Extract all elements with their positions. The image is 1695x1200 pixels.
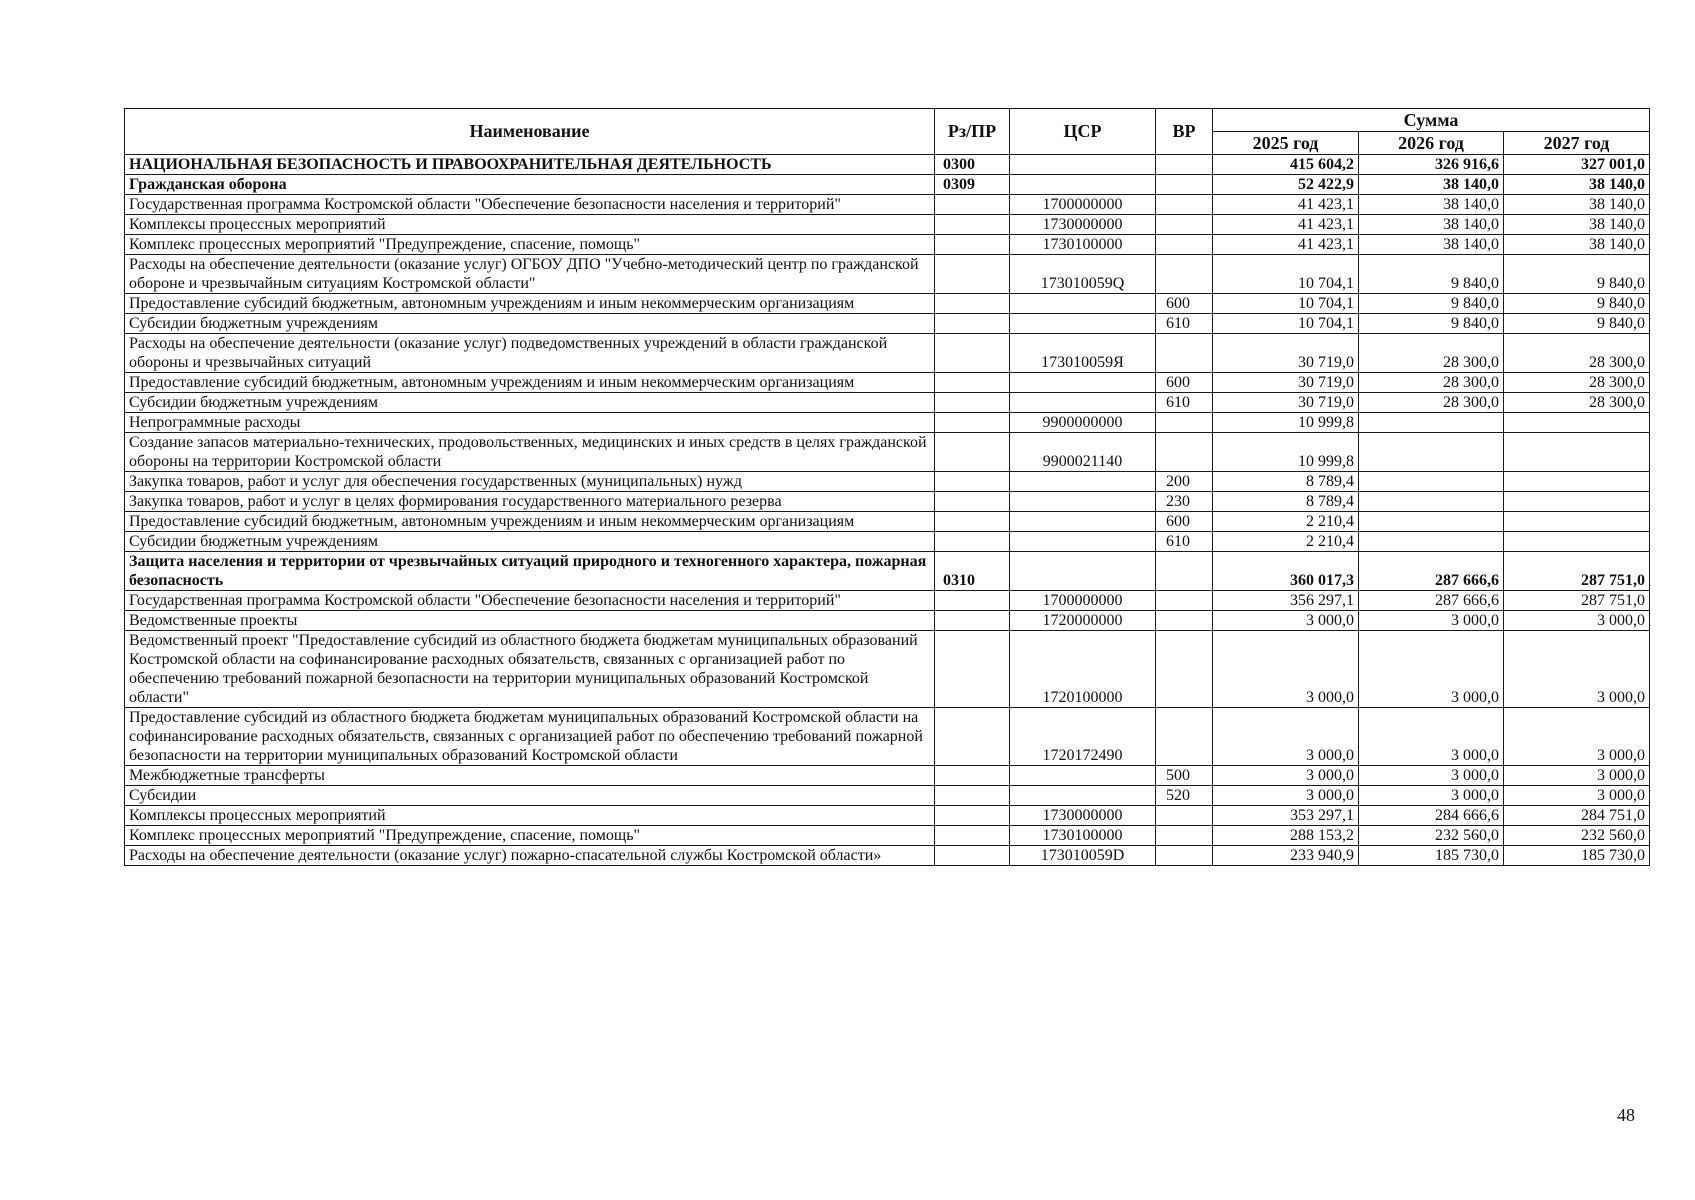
cell-csr bbox=[1010, 314, 1156, 334]
cell-y2027 bbox=[1504, 413, 1650, 433]
cell-y2025: 3 000,0 bbox=[1213, 611, 1359, 631]
cell-csr bbox=[1010, 492, 1156, 512]
cell-name: Расходы на обеспечение деятельности (оказание услуг) подведомственных учреждений в области гражданской обороны и чрезвычайных ситуаций bbox=[125, 334, 935, 373]
cell-y2025: 3 000,0 bbox=[1213, 766, 1359, 786]
col-header-csr: ЦСР bbox=[1010, 109, 1156, 155]
cell-name: Создание запасов материально-технических, продовольственных, медицинских и иных средств в целях гражданской обороны на территории Костромской области bbox=[125, 433, 935, 472]
cell-rz bbox=[935, 532, 1010, 552]
cell-vr bbox=[1156, 235, 1213, 255]
cell-y2025: 30 719,0 bbox=[1213, 373, 1359, 393]
cell-csr: 173010059Q bbox=[1010, 255, 1156, 294]
cell-vr bbox=[1156, 334, 1213, 373]
cell-rz bbox=[935, 314, 1010, 334]
cell-y2027: 185 730,0 bbox=[1504, 846, 1650, 866]
cell-y2027: 3 000,0 bbox=[1504, 786, 1650, 806]
cell-rz bbox=[935, 393, 1010, 413]
cell-csr bbox=[1010, 393, 1156, 413]
cell-vr bbox=[1156, 413, 1213, 433]
cell-y2026 bbox=[1359, 492, 1504, 512]
cell-vr bbox=[1156, 846, 1213, 866]
cell-rz bbox=[935, 512, 1010, 532]
cell-csr: 173010059Я bbox=[1010, 334, 1156, 373]
cell-y2025: 353 297,1 bbox=[1213, 806, 1359, 826]
cell-csr bbox=[1010, 532, 1156, 552]
cell-rz bbox=[935, 195, 1010, 215]
budget-table bbox=[124, 108, 1650, 866]
cell-y2026: 284 666,6 bbox=[1359, 806, 1504, 826]
cell-name: НАЦИОНАЛЬНАЯ БЕЗОПАСНОСТЬ И ПРАВООХРАНИТЕЛЬНАЯ ДЕЯТЕЛЬНОСТЬ bbox=[125, 155, 935, 175]
cell-y2025: 2 210,4 bbox=[1213, 512, 1359, 532]
cell-y2025: 3 000,0 bbox=[1213, 708, 1359, 766]
cell-y2026: 3 000,0 bbox=[1359, 631, 1504, 708]
cell-rz bbox=[935, 846, 1010, 866]
cell-rz: 0310 bbox=[935, 552, 1010, 591]
cell-y2027: 9 840,0 bbox=[1504, 314, 1650, 334]
cell-y2026: 232 560,0 bbox=[1359, 826, 1504, 846]
col-header-vr: ВР bbox=[1156, 109, 1213, 155]
table-row bbox=[125, 846, 1650, 866]
table-row bbox=[125, 314, 1650, 334]
cell-y2027 bbox=[1504, 472, 1650, 492]
cell-rz bbox=[935, 631, 1010, 708]
cell-y2026: 9 840,0 bbox=[1359, 314, 1504, 334]
cell-name: Расходы на обеспечение деятельности (оказание услуг) ОГБОУ ДПО "Учебно-методический центр по гражданской обороне и чрезвычайным ситуациям Костромской области" bbox=[125, 255, 935, 294]
cell-csr: 1730000000 bbox=[1010, 215, 1156, 235]
cell-vr bbox=[1156, 155, 1213, 175]
col-header-2027: 2027 год bbox=[1504, 132, 1650, 155]
cell-csr: 1720100000 bbox=[1010, 631, 1156, 708]
cell-y2025: 10 999,8 bbox=[1213, 433, 1359, 472]
cell-csr: 1730100000 bbox=[1010, 235, 1156, 255]
cell-vr bbox=[1156, 826, 1213, 846]
cell-rz bbox=[935, 708, 1010, 766]
cell-vr: 520 bbox=[1156, 786, 1213, 806]
cell-rz bbox=[935, 766, 1010, 786]
table-row bbox=[125, 708, 1650, 766]
cell-vr bbox=[1156, 631, 1213, 708]
cell-rz bbox=[935, 611, 1010, 631]
cell-vr bbox=[1156, 806, 1213, 826]
cell-y2026: 185 730,0 bbox=[1359, 846, 1504, 866]
cell-csr bbox=[1010, 373, 1156, 393]
table-row bbox=[125, 334, 1650, 373]
cell-y2027: 287 751,0 bbox=[1504, 552, 1650, 591]
cell-csr bbox=[1010, 766, 1156, 786]
cell-name: Ведомственный проект "Предоставление субсидий из областного бюджета бюджетам муниципальных образований Костромской области на софинансирование расходных обязательств, связанных с организацией работ по обеспечению требований пожарной безопасности на территории муниципальных образований Костромской области" bbox=[125, 631, 935, 708]
cell-y2027: 38 140,0 bbox=[1504, 195, 1650, 215]
cell-y2026: 3 000,0 bbox=[1359, 708, 1504, 766]
table-row bbox=[125, 532, 1650, 552]
cell-y2027: 28 300,0 bbox=[1504, 373, 1650, 393]
cell-name: Комплекс процессных мероприятий "Предупреждение, спасение, помощь" bbox=[125, 826, 935, 846]
table-row bbox=[125, 433, 1650, 472]
cell-name: Предоставление субсидий бюджетным, автономным учреждениям и иным некоммерческим организациям bbox=[125, 512, 935, 532]
cell-csr: 9900000000 bbox=[1010, 413, 1156, 433]
cell-csr bbox=[1010, 175, 1156, 195]
table-row bbox=[125, 552, 1650, 591]
cell-rz bbox=[935, 492, 1010, 512]
page-number: 48 bbox=[1617, 1105, 1635, 1125]
cell-y2025: 3 000,0 bbox=[1213, 786, 1359, 806]
cell-name: Закупка товаров, работ и услуг в целях формирования государственного материального резерва bbox=[125, 492, 935, 512]
cell-y2027: 327 001,0 bbox=[1504, 155, 1650, 175]
cell-csr: 9900021140 bbox=[1010, 433, 1156, 472]
cell-vr bbox=[1156, 195, 1213, 215]
cell-rz bbox=[935, 373, 1010, 393]
cell-y2026: 38 140,0 bbox=[1359, 195, 1504, 215]
cell-y2027: 284 751,0 bbox=[1504, 806, 1650, 826]
cell-y2026: 3 000,0 bbox=[1359, 766, 1504, 786]
table-row bbox=[125, 591, 1650, 611]
cell-y2025: 10 704,1 bbox=[1213, 314, 1359, 334]
cell-y2026: 326 916,6 bbox=[1359, 155, 1504, 175]
cell-y2026: 38 140,0 bbox=[1359, 175, 1504, 195]
cell-y2025: 360 017,3 bbox=[1213, 552, 1359, 591]
cell-y2025: 8 789,4 bbox=[1213, 492, 1359, 512]
col-header-2026: 2026 год bbox=[1359, 132, 1504, 155]
col-header-name: Наименование bbox=[125, 109, 935, 155]
cell-y2027: 9 840,0 bbox=[1504, 255, 1650, 294]
cell-vr bbox=[1156, 175, 1213, 195]
cell-y2025: 2 210,4 bbox=[1213, 532, 1359, 552]
cell-name: Предоставление субсидий бюджетным, автономным учреждениям и иным некоммерческим организациям bbox=[125, 294, 935, 314]
cell-vr bbox=[1156, 708, 1213, 766]
cell-name: Ведомственные проекты bbox=[125, 611, 935, 631]
table-row bbox=[125, 155, 1650, 175]
table-body bbox=[125, 155, 1650, 866]
cell-y2025: 41 423,1 bbox=[1213, 215, 1359, 235]
cell-y2025: 415 604,2 bbox=[1213, 155, 1359, 175]
cell-y2026: 9 840,0 bbox=[1359, 255, 1504, 294]
cell-y2026: 28 300,0 bbox=[1359, 334, 1504, 373]
cell-rz: 0300 bbox=[935, 155, 1010, 175]
cell-rz bbox=[935, 235, 1010, 255]
cell-vr bbox=[1156, 611, 1213, 631]
cell-rz: 0309 bbox=[935, 175, 1010, 195]
cell-name: Государственная программа Костромской области "Обеспечение безопасности населения и территорий" bbox=[125, 195, 935, 215]
cell-y2025: 10 704,1 bbox=[1213, 255, 1359, 294]
table-row bbox=[125, 806, 1650, 826]
cell-y2026: 28 300,0 bbox=[1359, 393, 1504, 413]
cell-vr: 500 bbox=[1156, 766, 1213, 786]
cell-csr: 1730100000 bbox=[1010, 826, 1156, 846]
cell-name: Субсидии бюджетным учреждениям bbox=[125, 393, 935, 413]
cell-name: Комплекс процессных мероприятий "Предупреждение, спасение, помощь" bbox=[125, 235, 935, 255]
cell-y2027: 38 140,0 bbox=[1504, 215, 1650, 235]
cell-y2027: 287 751,0 bbox=[1504, 591, 1650, 611]
cell-y2025: 52 422,9 bbox=[1213, 175, 1359, 195]
cell-rz bbox=[935, 786, 1010, 806]
cell-rz bbox=[935, 806, 1010, 826]
cell-y2027: 3 000,0 bbox=[1504, 766, 1650, 786]
cell-csr bbox=[1010, 786, 1156, 806]
table-row bbox=[125, 255, 1650, 294]
table-row bbox=[125, 393, 1650, 413]
cell-name: Субсидии bbox=[125, 786, 935, 806]
cell-y2026 bbox=[1359, 433, 1504, 472]
cell-y2026: 38 140,0 bbox=[1359, 235, 1504, 255]
table-header bbox=[125, 109, 1650, 155]
table-row bbox=[125, 413, 1650, 433]
cell-csr bbox=[1010, 512, 1156, 532]
cell-vr: 610 bbox=[1156, 532, 1213, 552]
table-row bbox=[125, 766, 1650, 786]
cell-csr: 1700000000 bbox=[1010, 591, 1156, 611]
cell-csr: 1730000000 bbox=[1010, 806, 1156, 826]
cell-name: Расходы на обеспечение деятельности (оказание услуг) пожарно-спасательной службы Костромской области» bbox=[125, 846, 935, 866]
cell-y2026 bbox=[1359, 512, 1504, 532]
cell-y2026: 287 666,6 bbox=[1359, 591, 1504, 611]
cell-vr bbox=[1156, 433, 1213, 472]
table-row bbox=[125, 235, 1650, 255]
cell-vr: 610 bbox=[1156, 314, 1213, 334]
cell-csr bbox=[1010, 294, 1156, 314]
cell-y2025: 10 704,1 bbox=[1213, 294, 1359, 314]
cell-rz bbox=[935, 215, 1010, 235]
cell-rz bbox=[935, 472, 1010, 492]
cell-y2027: 28 300,0 bbox=[1504, 393, 1650, 413]
cell-y2026 bbox=[1359, 413, 1504, 433]
cell-csr: 1700000000 bbox=[1010, 195, 1156, 215]
table-row bbox=[125, 175, 1650, 195]
cell-y2025: 41 423,1 bbox=[1213, 235, 1359, 255]
budget-sheet bbox=[124, 108, 1649, 866]
cell-vr: 600 bbox=[1156, 294, 1213, 314]
cell-name: Защита населения и территории от чрезвычайных ситуаций природного и техногенного характера, пожарная безопасность bbox=[125, 552, 935, 591]
cell-name: Непрограммные расходы bbox=[125, 413, 935, 433]
cell-rz bbox=[935, 433, 1010, 472]
cell-name: Предоставление субсидий из областного бюджета бюджетам муниципальных образований Костромской области на софинансирование расходных обязательств, связанных с организацией работ по обеспечению требований пожарной безопасности на территории муниципальных образований Костромской области bbox=[125, 708, 935, 766]
cell-y2026: 9 840,0 bbox=[1359, 294, 1504, 314]
cell-name: Межбюджетные трансферты bbox=[125, 766, 935, 786]
cell-y2025: 288 153,2 bbox=[1213, 826, 1359, 846]
cell-rz bbox=[935, 826, 1010, 846]
cell-rz bbox=[935, 413, 1010, 433]
cell-vr bbox=[1156, 591, 1213, 611]
cell-name: Гражданская оборона bbox=[125, 175, 935, 195]
cell-csr: 173010059D bbox=[1010, 846, 1156, 866]
table-row bbox=[125, 786, 1650, 806]
cell-y2027 bbox=[1504, 512, 1650, 532]
cell-csr bbox=[1010, 552, 1156, 591]
cell-y2027: 38 140,0 bbox=[1504, 175, 1650, 195]
cell-vr: 200 bbox=[1156, 472, 1213, 492]
cell-y2025: 30 719,0 bbox=[1213, 393, 1359, 413]
table-row bbox=[125, 611, 1650, 631]
table-row bbox=[125, 826, 1650, 846]
col-header-rz: Рз/ПР bbox=[935, 109, 1010, 155]
cell-y2027 bbox=[1504, 433, 1650, 472]
table-row bbox=[125, 472, 1650, 492]
cell-y2025: 3 000,0 bbox=[1213, 631, 1359, 708]
cell-vr bbox=[1156, 255, 1213, 294]
cell-y2025: 30 719,0 bbox=[1213, 334, 1359, 373]
cell-vr: 230 bbox=[1156, 492, 1213, 512]
table-row bbox=[125, 195, 1650, 215]
cell-vr: 600 bbox=[1156, 373, 1213, 393]
table-row bbox=[125, 373, 1650, 393]
cell-y2025: 356 297,1 bbox=[1213, 591, 1359, 611]
cell-y2027: 232 560,0 bbox=[1504, 826, 1650, 846]
cell-rz bbox=[935, 591, 1010, 611]
cell-name: Субсидии бюджетным учреждениям bbox=[125, 314, 935, 334]
cell-y2026: 287 666,6 bbox=[1359, 552, 1504, 591]
cell-vr bbox=[1156, 215, 1213, 235]
table-row bbox=[125, 492, 1650, 512]
cell-y2026: 28 300,0 bbox=[1359, 373, 1504, 393]
cell-rz bbox=[935, 334, 1010, 373]
cell-y2027: 9 840,0 bbox=[1504, 294, 1650, 314]
cell-y2027 bbox=[1504, 532, 1650, 552]
cell-vr bbox=[1156, 552, 1213, 591]
cell-y2027 bbox=[1504, 492, 1650, 512]
cell-y2026 bbox=[1359, 532, 1504, 552]
cell-y2027: 3 000,0 bbox=[1504, 631, 1650, 708]
cell-name: Закупка товаров, работ и услуг для обеспечения государственных (муниципальных) нужд bbox=[125, 472, 935, 492]
cell-name: Предоставление субсидий бюджетным, автономным учреждениям и иным некоммерческим организациям bbox=[125, 373, 935, 393]
table-row bbox=[125, 512, 1650, 532]
cell-y2025: 10 999,8 bbox=[1213, 413, 1359, 433]
cell-y2026: 3 000,0 bbox=[1359, 786, 1504, 806]
cell-csr: 1720000000 bbox=[1010, 611, 1156, 631]
cell-y2026 bbox=[1359, 472, 1504, 492]
cell-y2027: 38 140,0 bbox=[1504, 235, 1650, 255]
cell-y2027: 3 000,0 bbox=[1504, 708, 1650, 766]
table-row bbox=[125, 215, 1650, 235]
cell-rz bbox=[935, 294, 1010, 314]
cell-csr bbox=[1010, 472, 1156, 492]
cell-y2026: 3 000,0 bbox=[1359, 611, 1504, 631]
cell-name: Комплексы процессных мероприятий bbox=[125, 215, 935, 235]
cell-vr: 610 bbox=[1156, 393, 1213, 413]
cell-csr bbox=[1010, 155, 1156, 175]
cell-y2027: 3 000,0 bbox=[1504, 611, 1650, 631]
cell-y2025: 8 789,4 bbox=[1213, 472, 1359, 492]
cell-csr: 1720172490 bbox=[1010, 708, 1156, 766]
table-row bbox=[125, 294, 1650, 314]
cell-y2025: 233 940,9 bbox=[1213, 846, 1359, 866]
cell-y2027: 28 300,0 bbox=[1504, 334, 1650, 373]
cell-name: Государственная программа Костромской области "Обеспечение безопасности населения и территорий" bbox=[125, 591, 935, 611]
cell-name: Субсидии бюджетным учреждениям bbox=[125, 532, 935, 552]
cell-vr: 600 bbox=[1156, 512, 1213, 532]
table-row bbox=[125, 631, 1650, 708]
cell-rz bbox=[935, 255, 1010, 294]
col-header-sum: Сумма bbox=[1213, 109, 1650, 132]
col-header-2025: 2025 год bbox=[1213, 132, 1359, 155]
cell-name: Комплексы процессных мероприятий bbox=[125, 806, 935, 826]
cell-y2026: 38 140,0 bbox=[1359, 215, 1504, 235]
cell-y2025: 41 423,1 bbox=[1213, 195, 1359, 215]
